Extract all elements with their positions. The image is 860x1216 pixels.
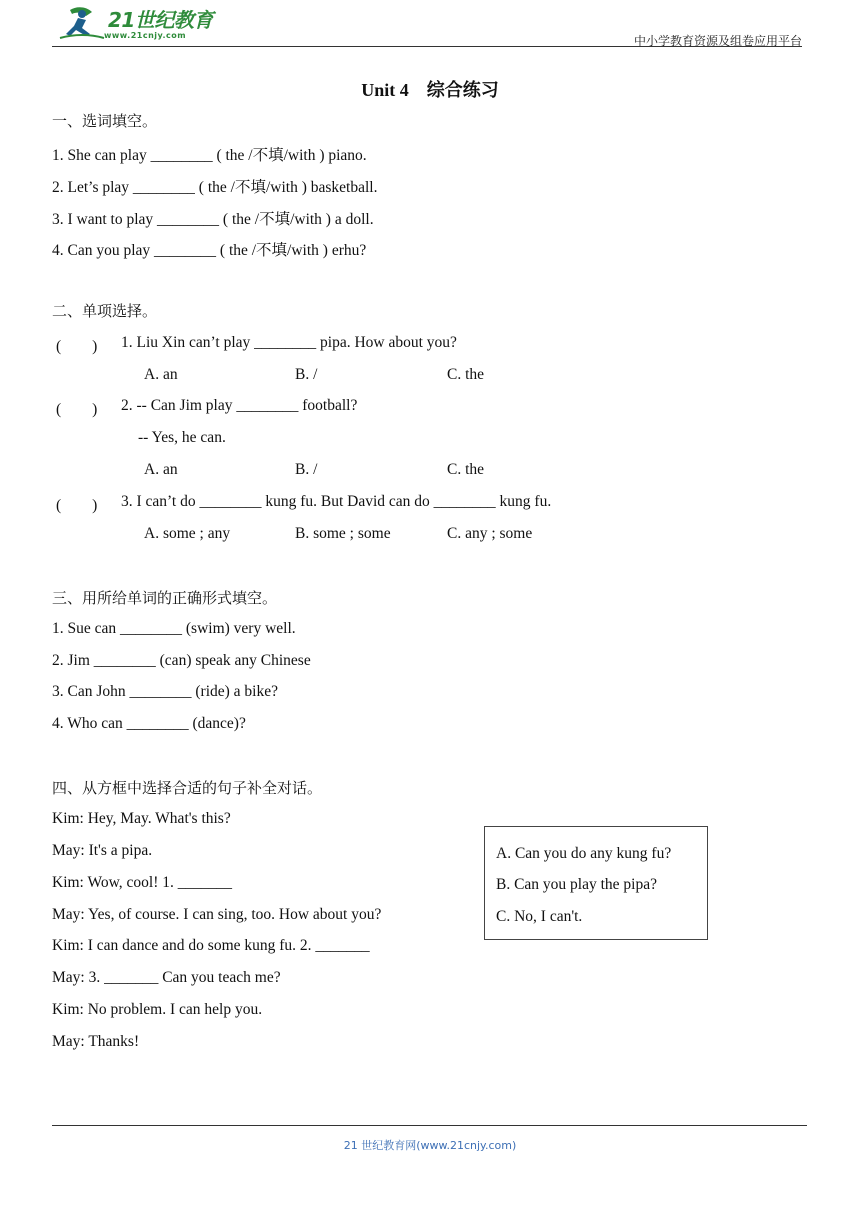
question-stem: 3. I can’t do ________ kung fu. But David can do ________ kung fu. (121, 493, 552, 510)
option-a: A. some ; any (144, 525, 231, 542)
option-b: B. / (295, 366, 318, 383)
box-option: A. Can you do any kung fu? (496, 845, 672, 862)
section-3-item: 1. Sue can ________ (swim) very well. (52, 620, 296, 637)
question-reply: -- Yes, he can. (138, 429, 226, 446)
option-c: C. the (447, 366, 485, 383)
section-1-item: 4. Can you play ________ ( the /不填/with ) erhu? (52, 242, 367, 259)
section-1-item: 1. She can play ________ ( the /不填/with ) piano. (52, 147, 367, 164)
header-divider (52, 46, 802, 47)
section-3-heading: 三、用所给单词的正确形式填空。 (52, 589, 278, 607)
dialogue-line: Kim: Wow, cool! 1. _______ (52, 874, 233, 891)
options-box (484, 826, 708, 940)
option-a: A. an (144, 461, 178, 478)
page-header (52, 0, 802, 48)
option-c: C. the (447, 461, 485, 478)
dialogue-line: Kim: I can dance and do some kung fu. 2. _______ (52, 937, 370, 954)
section-1-item: 2. Let’s play ________ ( the /不填/with ) basketball. (52, 179, 378, 196)
option-b: B. / (295, 461, 318, 478)
section-3-item: 4. Who can ________ (dance)? (52, 715, 246, 732)
dialogue-line: May: 3. _______ Can you teach me? (52, 969, 281, 986)
page-title: Unit 4 综合练习 (361, 80, 499, 100)
dialogue-line: Kim: No problem. I can help you. (52, 1001, 263, 1018)
answer-paren: ( ) (56, 497, 98, 514)
section-1-item: 3. I want to play ________ ( the /不填/with ) a doll. (52, 211, 374, 228)
section-3-item: 3. Can John ________ (ride) a bike? (52, 683, 278, 700)
question-stem: 1. Liu Xin can’t play ________ pipa. How about you? (121, 334, 457, 351)
dialogue-line: Kim: Hey, May. What's this? (52, 810, 231, 827)
option-a: A. an (144, 366, 178, 383)
section-3-item: 2. Jim ________ (can) speak any Chinese (52, 652, 311, 669)
logo-url: www.21cnjy.com (104, 31, 187, 40)
answer-paren: ( ) (56, 401, 98, 418)
header-platform-text: 中小学教育资源及组卷应用平台 (633, 34, 802, 48)
dialogue-line: May: It's a pipa. (52, 842, 153, 859)
answer-paren: ( ) (56, 338, 98, 355)
option-c: C. any ; some (447, 525, 533, 542)
question-stem: 2. -- Can Jim play ________ football? (121, 397, 358, 414)
box-option: B. Can you play the pipa? (496, 876, 657, 893)
section-1-heading: 一、选词填空。 (52, 112, 158, 130)
box-option: C. No, I can't. (496, 908, 583, 925)
section-2-heading: 二、单项选择。 (52, 302, 158, 320)
logo-text: 21世纪教育 (108, 8, 213, 32)
footer-divider (52, 1125, 807, 1126)
dialogue-line: May: Thanks! (52, 1033, 140, 1050)
option-b: B. some ; some (295, 525, 391, 542)
dialogue-line: May: Yes, of course. I can sing, too. How about you? (52, 906, 382, 923)
page-footer: 21 世纪教育网(www.21cnjy.com) (343, 1139, 517, 1152)
section-4-heading: 四、从方框中选择合适的句子补全对话。 (52, 779, 323, 797)
